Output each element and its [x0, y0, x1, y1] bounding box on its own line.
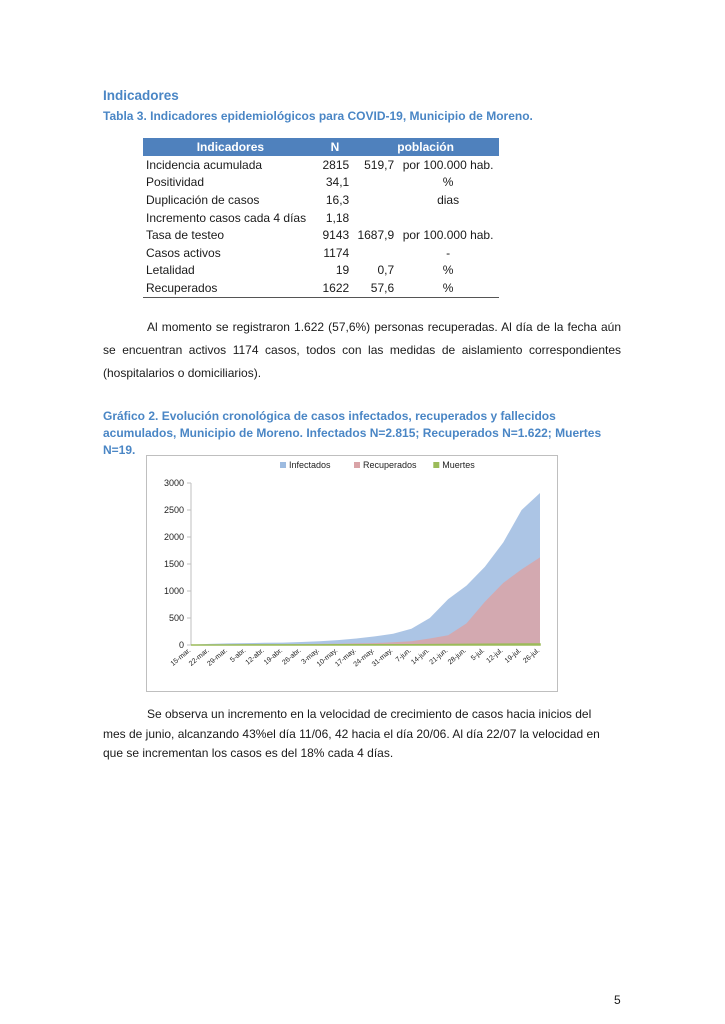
x-tick-label: 5-abr.	[229, 647, 248, 665]
x-tick-label: 19-abr.	[262, 647, 285, 667]
legend-label-muertes: Muertes	[442, 460, 475, 470]
row-rate: 0,7	[377, 263, 395, 278]
y-tick-label: 500	[168, 613, 184, 623]
x-tick-label: 28-jun.	[446, 647, 468, 667]
table-row	[143, 226, 499, 244]
row-rate: 1687,9	[357, 228, 395, 243]
indicators-table	[143, 138, 499, 298]
table-row	[143, 174, 499, 192]
row-label: Tasa de testeo	[146, 228, 225, 243]
header-n: N	[318, 138, 352, 156]
y-tick-label: 3000	[163, 478, 184, 488]
row-unit: %	[442, 263, 454, 278]
row-unit: por 100.000 hab.	[402, 157, 494, 172]
legend-label-recuperados: Recuperados	[363, 460, 417, 470]
x-tick-label: 7-jun.	[394, 647, 413, 664]
table-row	[143, 209, 499, 227]
table-caption: Tabla 3. Indicadores epidemiológicos para COVID-19, Municipio de Moreno.	[103, 109, 533, 123]
row-n: 1622	[318, 279, 352, 297]
row-unit: dias	[437, 192, 460, 207]
table-row	[143, 191, 499, 209]
row-label: Incremento casos cada 4 días	[146, 210, 307, 225]
header-poblacion: población	[352, 138, 499, 156]
x-tick-label: 5-jul.	[470, 647, 487, 663]
x-tick-label: 26-jul.	[522, 647, 542, 665]
row-rate	[352, 174, 397, 192]
x-tick-label: 26-abr.	[281, 647, 303, 667]
row-rate	[352, 191, 397, 209]
x-tick-label: 22-mar.	[187, 647, 211, 668]
row-label: Duplicación de casos	[146, 192, 260, 207]
chart-caption: Gráfico 2. Evolución cronológica de casos infectados, recuperados y fallecidos acumulados, Municipio de Moreno. Infectados N=2.815; Recuperados N=1.622; Muertes N=19.	[103, 409, 602, 457]
x-tick-label: 19-jul.	[503, 647, 523, 665]
x-tick-label: 15-mar.	[169, 647, 193, 668]
paragraph-velocidad-rest: mes de junio, alcanzando 43%el día 11/06, 42 hacia el día 20/06. Al día 22/07 la velocidad en que se incrementan los casos es del 18% cada 4 días.	[103, 726, 600, 760]
paragraph-recuperados: Al momento se registraron 1.622 (57,6%) personas recuperadas. Al día de la fecha aún se encuentran activos 1174 casos, todos con las medidas de aislamiento correspondientes (hospitalarios o domiciliarios).	[103, 320, 621, 380]
page-number: 5	[614, 993, 621, 1007]
paragraph-velocidad	[103, 705, 618, 764]
x-tick-label: 10-may.	[315, 647, 340, 669]
table-header-row	[143, 138, 499, 156]
table-row	[143, 262, 499, 280]
y-tick-label: 2000	[163, 532, 184, 542]
x-tick-label: 21-jun.	[428, 647, 450, 667]
x-tick-label: 31-may.	[370, 647, 395, 669]
row-label: Letalidad	[146, 263, 195, 278]
row-rate: 57,6	[352, 279, 397, 297]
legend-label-infectados: Infectados	[289, 460, 331, 470]
row-label: Positividad	[146, 175, 205, 190]
row-unit: -	[446, 245, 451, 260]
y-tick-label: 0	[178, 640, 184, 650]
header-indicadores: Indicadores	[143, 138, 318, 156]
row-rate	[352, 244, 397, 262]
row-rate	[352, 209, 397, 227]
section-title: Indicadores	[103, 88, 179, 103]
row-unit: por 100.000 hab.	[402, 228, 494, 243]
row-n: 2815	[322, 157, 350, 172]
x-tick-label: 14-jun.	[410, 647, 432, 667]
row-n: 34,1	[325, 175, 350, 190]
x-tick-label: 17-may.	[334, 647, 358, 669]
x-tick-label: 12-jul.	[485, 647, 505, 665]
table-row	[143, 156, 499, 174]
row-n: 9143	[322, 228, 350, 243]
row-label: Incidencia acumulada	[146, 157, 263, 172]
row-n: 1,18	[325, 210, 350, 225]
x-tick-label: 24-may.	[352, 647, 376, 669]
x-tick-label: 29-mar.	[206, 647, 230, 668]
table-row	[143, 244, 499, 262]
legend-swatch-muertes	[433, 462, 439, 468]
row-n: 16,3	[325, 192, 350, 207]
row-label: Casos activos	[146, 245, 221, 260]
row-n: 1174	[323, 245, 350, 260]
row-n: 19	[335, 263, 350, 278]
row-unit: %	[397, 279, 499, 297]
x-tick-label: 3-may.	[300, 647, 321, 666]
table-row	[143, 279, 499, 297]
y-tick-label: 1500	[163, 559, 184, 569]
row-rate: 519,7	[364, 157, 395, 172]
paragraph-velocidad-line-1: Se observa un incremento en la velocidad de crecimiento de casos hacia inicios del	[147, 707, 592, 721]
chart-svg	[147, 456, 557, 691]
legend-swatch-recuperados	[354, 462, 360, 468]
row-unit	[397, 209, 499, 227]
area-chart	[146, 455, 558, 692]
y-tick-label: 1000	[163, 586, 184, 596]
y-tick-label: 2500	[163, 505, 184, 515]
row-unit: %	[442, 175, 454, 190]
x-tick-label: 12-abr.	[244, 647, 266, 667]
row-label: Recuperados	[143, 279, 318, 297]
legend-swatch-infectados	[280, 462, 286, 468]
